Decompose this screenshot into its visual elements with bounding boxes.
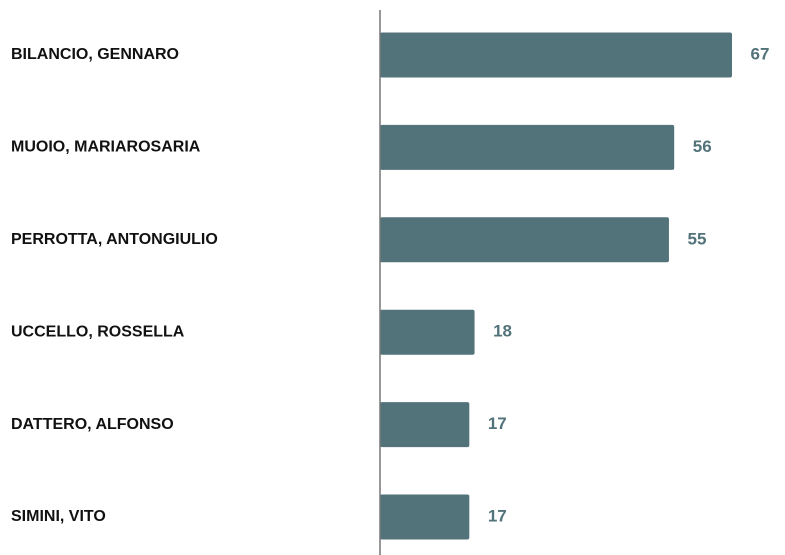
category-label-uccello-rossella: UCCELLO, ROSSELLA bbox=[11, 323, 185, 341]
category-label-dattero-alfonso: DATTERO, ALFONSO bbox=[11, 415, 174, 433]
category-label-simini-vito: SIMINI, VITO bbox=[11, 508, 106, 526]
category-label-perrotta-antongiulio: PERROTTA, ANTONGIULIO bbox=[11, 231, 218, 249]
value-label-simini-vito: 17 bbox=[487, 506, 507, 526]
category-labels-group bbox=[11, 46, 218, 525]
value-label-dattero-alfonso: 17 bbox=[487, 414, 507, 434]
value-label-bilancio-gennaro: 67 bbox=[750, 44, 770, 64]
bars-group bbox=[380, 33, 732, 540]
bar-dattero-alfonso bbox=[380, 402, 469, 447]
category-label-muoio-mariarosaria: MUOIO, MARIAROSARIA bbox=[11, 138, 201, 156]
value-label-uccello-rossella: 18 bbox=[493, 321, 513, 341]
category-label-bilancio-gennaro: BILANCIO, GENNARO bbox=[11, 46, 179, 64]
bar-muoio-mariarosaria bbox=[380, 125, 674, 170]
value-label-muoio-mariarosaria: 56 bbox=[692, 136, 712, 156]
value-labels-group bbox=[488, 44, 770, 525]
value-label-perrotta-antongiulio: 55 bbox=[687, 229, 707, 249]
bar-uccello-rossella bbox=[380, 310, 475, 355]
bar-simini-vito bbox=[380, 495, 469, 540]
bar-bilancio-gennaro bbox=[380, 33, 732, 78]
bar-perrotta-antongiulio bbox=[380, 217, 669, 262]
